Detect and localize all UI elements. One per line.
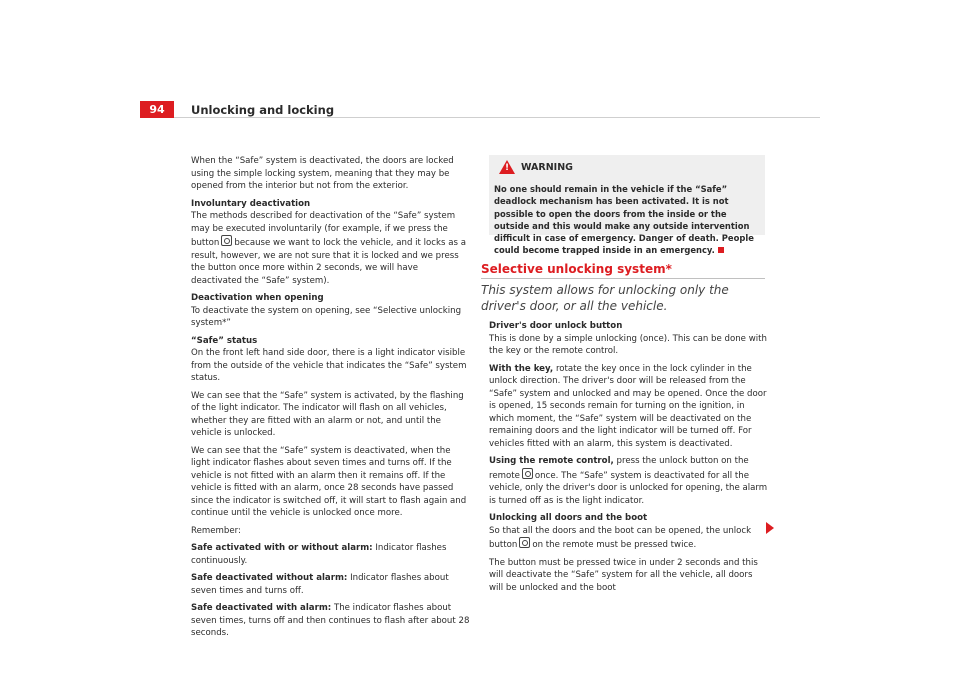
subheading-status: “Safe” status — [191, 335, 258, 346]
paragraph: The button must be pressed twice in under 2 seconds and this will deactivate the “Safe” system for all the vehicle, all doors will be unlocked and the boot — [489, 557, 758, 593]
paragraph: The methods described for deactivation of the “Safe” system may be executed involuntarily (for example, if we press the button because we want to lock the vehicle, and it locks as a result, however, we are not sure that it is locked and we press the button once more within 2 seconds, we will have deactivated the “Safe” system). — [191, 211, 466, 286]
paragraph: With the key, rotate the key once in the lock cylinder in the unlock direction. The driver's door will be released from the “Safe” system and unlocked and may be opened. Once the door is opened, 15 seconds remain for turning on the ignition, in which moment, the “Safe” system will be deactivated on the remaining doors and the light indicator will be turned off. For vehicles fitted with an alarm, this system is deactivated. — [489, 363, 767, 449]
subheading-involuntary: Involuntary deactivation — [191, 198, 311, 209]
right-column — [489, 320, 769, 599]
page-header-title: Unlocking and locking — [191, 103, 335, 117]
unlock-button-icon — [522, 468, 533, 479]
warning-title: WARNING — [521, 161, 573, 173]
remember-item: Safe deactivated without alarm: Indicator flashes about seven times and turns off. — [191, 573, 449, 596]
warning-header — [499, 160, 573, 174]
subheading-opening: Deactivation when opening — [191, 293, 324, 303]
continue-arrow-icon — [766, 522, 774, 534]
end-marker-icon — [718, 247, 724, 253]
left-column — [191, 155, 470, 645]
unlock-button-icon — [519, 537, 530, 548]
page-number: 94 — [140, 101, 174, 118]
paragraph: So that all the doors and the boot can be opened, the unlock button on the remote must be pressed twice. — [489, 525, 752, 550]
remember-item: Safe activated with or without alarm: Indicator flashes continuously. — [191, 543, 447, 566]
remember-item: Safe deactivated with alarm: The indicator flashes about seven times, turns off and then continues to flash after about 28 seconds. — [191, 603, 470, 638]
subheading-all-doors: Unlocking all doors and the boot — [489, 513, 648, 523]
section-subtitle: This system allows for unlocking only the driver's door, or all the vehicle. — [481, 283, 729, 313]
paragraph: Using the remote control, press the unlock button on the remote once. The “Safe” system is deactivated for all the vehicle, only the driver's door is unlocked for opening, the alarm is turned off as is the light indicator. — [489, 456, 768, 506]
subheading-driver-door: Driver's door unlock button — [489, 321, 623, 331]
paragraph: We can see that the “Safe” system is deactivated, when the light indicator flashes about seven times and turns off. If the vehicle is not fitted with an alarm then it remains off. If the vehicle is fitted with an alarm, once 28 seconds have passed since the indicator is switched off, it will start to flash again and continue until the vehicle is unlocked once more. — [191, 445, 467, 518]
paragraph: To deactivate the system on opening, see “Selective unlocking system*” — [191, 305, 462, 328]
paragraph: We can see that the “Safe” system is activated, by the flashing of the light indicator. The indicator will flash on all vehicles, whether they are fitted with an alarm or not, and until the vehicle is unlocked. — [191, 390, 464, 438]
paragraph: On the front left hand side door, there is a light indicator visible from the outside of the vehicle that indicates the “Safe” system status. — [191, 348, 467, 383]
unlock-button-icon — [221, 235, 232, 246]
warning-box — [489, 155, 765, 256]
paragraph: This is done by a simple unlocking (once). This can be done with the key or the remote control. — [489, 333, 767, 356]
section-title: Selective unlocking system* — [481, 262, 672, 276]
remember-label: Remember: — [191, 525, 241, 536]
warning-text: No one should remain in the vehicle if the “Safe” deadlock mechanism has been activated. It is not possible to open the doors from the inside or the outside and this would make any outside intervention difficult in case of emergency. Danger of death. People could become trapped inside in an emergency. — [494, 184, 754, 256]
header-divider — [174, 117, 820, 118]
warning-triangle-icon — [499, 160, 515, 174]
section-divider — [481, 278, 765, 279]
paragraph: When the “Safe” system is deactivated, the doors are locked using the simple locking system, meaning that they may be opened from the interior but not from the exterior. — [191, 156, 454, 191]
